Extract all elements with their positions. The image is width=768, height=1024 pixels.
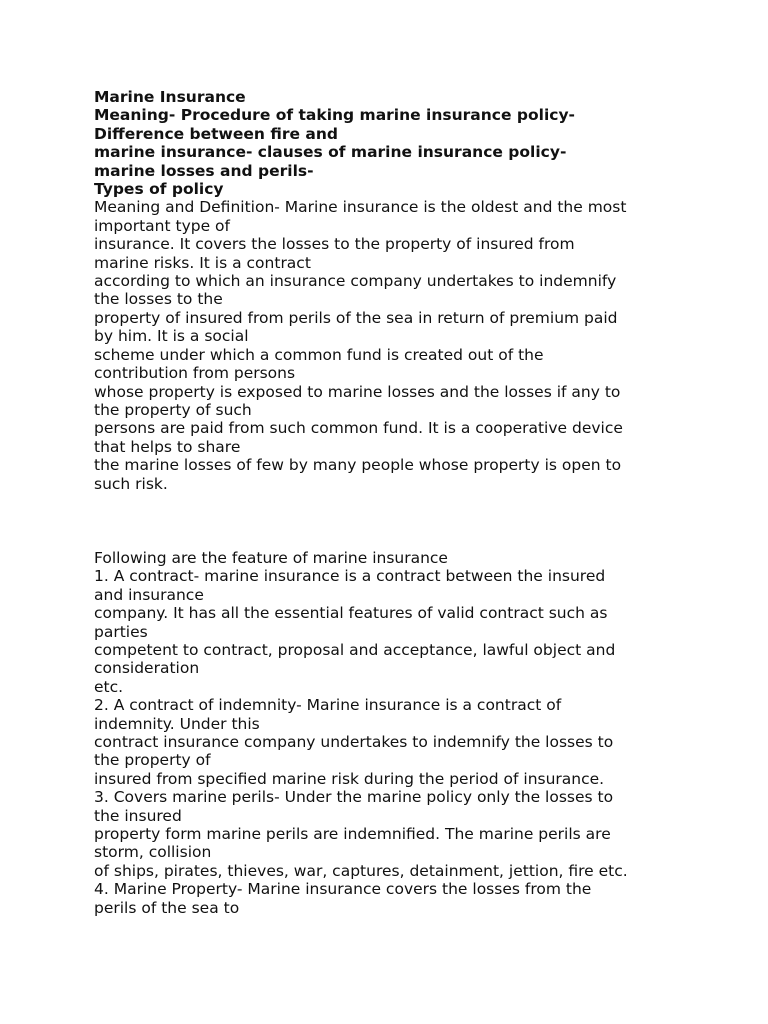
text-line: scheme under which a common fund is created out of the	[94, 345, 544, 364]
text-line: the marine losses of few by many people whose property is open to	[94, 456, 622, 475]
text-line: whose property is exposed to marine losses and the losses if any to	[94, 382, 621, 401]
text-line: 2. A contract of indemnity- Marine insurance is a contract of	[94, 696, 562, 715]
text-line: the property of such	[94, 400, 252, 419]
text-line: indemnity. Under this	[94, 714, 260, 733]
text-line: 4. Marine Property- Marine insurance covers the losses from the	[94, 880, 592, 899]
text-line: competent to contract, proposal and acceptance, lawful object and	[94, 640, 616, 659]
text-line: the insured	[94, 806, 182, 825]
text-line: contract insurance company undertakes to indemnify the losses to	[94, 733, 614, 751]
heading-line: Meaning- Procedure of taking marine insurance policy-	[94, 106, 575, 125]
text-line: parties	[94, 622, 148, 641]
document-page	[94, 88, 694, 917]
text-line: contribution from persons	[94, 364, 296, 383]
text-line: persons are paid from such common fund. It is a cooperative device	[94, 419, 623, 438]
document-heading	[94, 88, 694, 198]
heading-line: marine insurance- clauses of marine insurance policy-	[94, 143, 567, 162]
text-line: consideration	[94, 659, 200, 678]
text-line: that helps to share	[94, 437, 241, 456]
text-line: important type of	[94, 216, 230, 235]
text-line: by him. It is a social	[94, 327, 249, 346]
heading-title: Marine Insurance	[94, 88, 246, 106]
text-line: Following are the feature of marine insurance	[94, 548, 448, 567]
text-line: company. It has all the essential features of valid contract such as	[94, 604, 608, 623]
text-line: perils of the sea to	[94, 898, 240, 917]
text-line: according to which an insurance company undertakes to indemnify	[94, 272, 617, 291]
text-line: insurance. It covers the losses to the property of insured from	[94, 235, 575, 254]
text-line: the property of	[94, 751, 211, 770]
text-line: property form marine perils are indemnified. The marine perils are	[94, 825, 611, 844]
text-line: property of insured from perils of the sea in return of premium paid	[94, 308, 618, 327]
text-line: insured from specified marine risk during the period of insurance.	[94, 769, 605, 788]
features-paragraph	[94, 549, 694, 917]
definition-paragraph	[94, 198, 694, 493]
text-line: marine risks. It is a contract	[94, 253, 311, 272]
text-line: 3. Covers marine perils- Under the marine policy only the losses to	[94, 788, 614, 807]
text-line: the losses to the	[94, 290, 223, 309]
heading-line: marine losses and perils-	[94, 161, 314, 180]
text-line: Meaning and Definition- Marine insurance is the oldest and the most	[94, 198, 627, 217]
text-line: such risk.	[94, 474, 168, 493]
text-line: 1. A contract- marine insurance is a contract between the insured	[94, 567, 606, 586]
text-line: and insurance	[94, 585, 204, 604]
text-line: of ships, pirates, thieves, war, captures, detainment, jettion, fire etc.	[94, 861, 628, 880]
heading-line: Types of policy	[94, 180, 224, 199]
text-line: etc.	[94, 677, 124, 696]
text-line: storm, collision	[94, 843, 212, 862]
heading-line: Difference between fire and	[94, 124, 338, 143]
